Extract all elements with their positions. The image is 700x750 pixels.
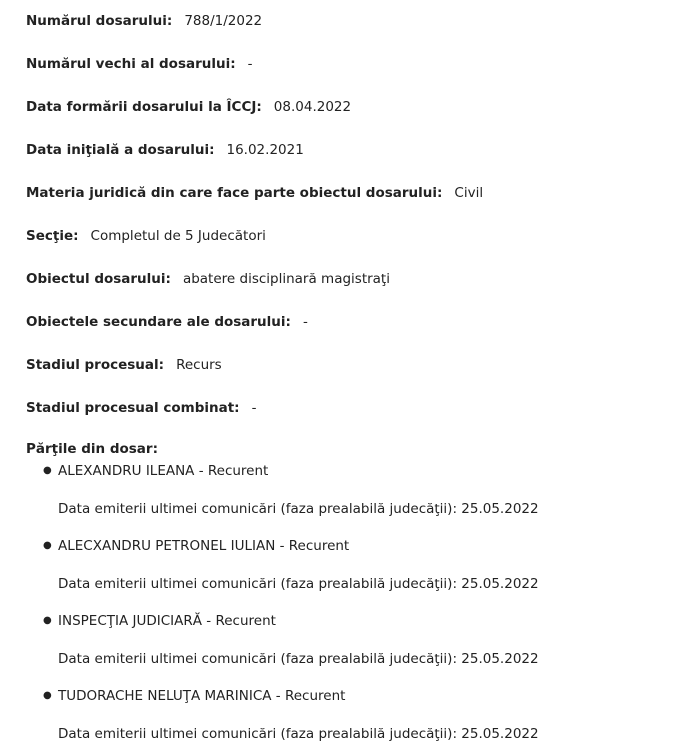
bullet-icon: ● bbox=[43, 540, 52, 551]
field-label: Obiectul dosarului: bbox=[26, 271, 171, 287]
field-value: Recurs bbox=[176, 357, 222, 373]
field-label: Obiectele secundare ale dosarului: bbox=[26, 314, 291, 330]
field-case-object bbox=[26, 270, 390, 288]
field-value: - bbox=[302, 314, 308, 330]
party-list-item bbox=[43, 537, 350, 555]
parties-heading: Părţile din dosar: bbox=[26, 441, 158, 457]
field-label: Secţie: bbox=[26, 228, 79, 244]
field-legal-matter bbox=[26, 184, 483, 202]
bullet-icon: ● bbox=[43, 690, 52, 701]
party-communication: Data emiterii ultimei comunicări (faza prealabilă judecăţii): 25.05.2022 bbox=[58, 501, 539, 517]
field-value: 788/1/2022 bbox=[184, 13, 263, 29]
field-label: Materia juridică din care face parte obiectul dosarului: bbox=[26, 185, 443, 201]
field-formation-date bbox=[26, 98, 351, 116]
party-communication: Data emiterii ultimei comunicări (faza prealabilă judecăţii): 25.05.2022 bbox=[58, 726, 539, 742]
field-procedural-stage bbox=[26, 356, 222, 374]
party-name: ALECXANDRU PETRONEL IULIAN - Recurent bbox=[58, 538, 350, 554]
field-value: Completul de 5 Judecători bbox=[90, 228, 266, 244]
field-label: Stadiul procesual: bbox=[26, 357, 165, 373]
field-section bbox=[26, 227, 266, 245]
party-name: TUDORACHE NELUŢA MARINICA - Recurent bbox=[58, 688, 346, 704]
field-value: - bbox=[247, 56, 253, 72]
field-value: Civil bbox=[454, 185, 484, 201]
field-secondary-objects bbox=[26, 313, 308, 331]
field-initial-date bbox=[26, 141, 304, 159]
field-label: Numărul dosarului: bbox=[26, 13, 173, 29]
bullet-icon: ● bbox=[43, 615, 52, 626]
party-name: INSPECŢIA JUDICIARĂ - Recurent bbox=[58, 613, 276, 629]
bullet-icon: ● bbox=[43, 465, 52, 476]
field-value: 08.04.2022 bbox=[273, 99, 352, 115]
field-label: Stadiul procesual combinat: bbox=[26, 400, 240, 416]
field-label: Data iniţială a dosarului: bbox=[26, 142, 215, 158]
field-value: - bbox=[251, 400, 257, 416]
party-communication: Data emiterii ultimei comunicări (faza prealabilă judecăţii): 25.05.2022 bbox=[58, 651, 539, 667]
party-list-item bbox=[43, 462, 269, 480]
field-case-number bbox=[26, 12, 262, 30]
party-list-item bbox=[43, 687, 346, 705]
field-label: Data formării dosarului la ÎCCJ: bbox=[26, 99, 262, 115]
field-value: abatere disciplinară magistraţi bbox=[182, 271, 390, 287]
party-name: ALEXANDRU ILEANA - Recurent bbox=[58, 463, 269, 479]
party-list-item bbox=[43, 612, 276, 630]
field-value: 16.02.2021 bbox=[226, 142, 304, 158]
party-communication: Data emiterii ultimei comunicări (faza prealabilă judecăţii): 25.05.2022 bbox=[58, 576, 539, 592]
field-combined-procedural-stage bbox=[26, 399, 256, 417]
field-label: Numărul vechi al dosarului: bbox=[26, 56, 236, 72]
field-old-case-number bbox=[26, 55, 253, 73]
